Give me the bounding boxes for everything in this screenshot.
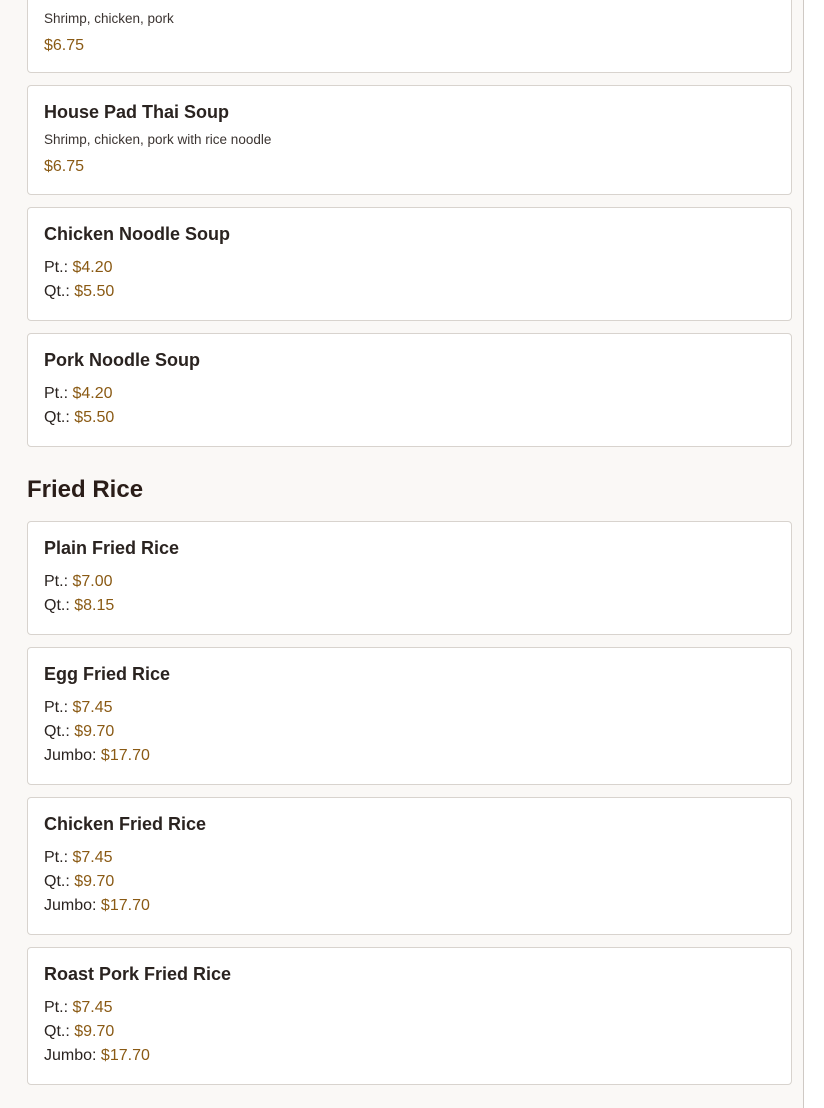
size-price-row xyxy=(44,996,775,1020)
size-price: $7.45 xyxy=(72,999,113,1016)
menu-item-card[interactable] xyxy=(27,207,792,321)
size-label: Pt.: xyxy=(44,573,69,590)
menu-item-card[interactable] xyxy=(27,947,792,1085)
size-price: $9.70 xyxy=(74,873,115,890)
menu-item-description: Shrimp, chicken, pork xyxy=(44,11,174,26)
size-price: $5.50 xyxy=(74,409,115,426)
size-price-row xyxy=(44,696,775,720)
size-price-list xyxy=(44,382,775,430)
size-price: $9.70 xyxy=(74,723,115,740)
size-price: $9.70 xyxy=(74,1023,115,1040)
menu-item-price: $6.75 xyxy=(44,37,85,54)
menu-item-card[interactable] xyxy=(27,85,792,195)
size-price: $7.45 xyxy=(72,699,113,716)
size-label: Pt.: xyxy=(44,699,69,716)
size-price-row xyxy=(44,570,775,594)
size-label: Jumbo: xyxy=(44,1047,97,1064)
size-price: $17.70 xyxy=(100,747,150,764)
size-price-row xyxy=(44,846,775,870)
size-label: Qt.: xyxy=(44,1023,70,1040)
size-price-row xyxy=(44,1044,775,1068)
menu-item-name: Egg Fried Rice xyxy=(44,664,171,684)
size-label: Qt.: xyxy=(44,597,70,614)
size-price-list xyxy=(44,846,775,918)
menu-item-card[interactable] xyxy=(27,521,792,635)
size-label: Pt.: xyxy=(44,849,69,866)
size-price-row xyxy=(44,1020,775,1044)
size-label: Qt.: xyxy=(44,409,70,426)
size-label: Pt.: xyxy=(44,385,69,402)
menu-item-name: Plain Fried Rice xyxy=(44,538,180,558)
size-price: $8.15 xyxy=(74,597,115,614)
size-label: Jumbo: xyxy=(44,747,97,764)
size-label: Jumbo: xyxy=(44,897,97,914)
size-price: $4.20 xyxy=(72,385,113,402)
size-price: $5.50 xyxy=(74,283,115,300)
menu-item-name: Roast Pork Fried Rice xyxy=(44,964,232,984)
size-price-row xyxy=(44,744,775,768)
size-label: Qt.: xyxy=(44,283,70,300)
menu-item-name: Pork Noodle Soup xyxy=(44,350,201,370)
menu-item-description: Shrimp, chicken, pork with rice noodle xyxy=(44,132,272,147)
size-label: Pt.: xyxy=(44,999,69,1016)
size-price-row xyxy=(44,870,775,894)
menu-item-name: House Pad Thai Soup xyxy=(44,102,230,122)
size-price-row xyxy=(44,280,775,304)
size-price-list xyxy=(44,570,775,618)
size-price-row xyxy=(44,594,775,618)
size-price-row xyxy=(44,894,775,918)
menu-item-name: Chicken Fried Rice xyxy=(44,814,207,834)
size-label: Qt.: xyxy=(44,873,70,890)
menu-item-name: Chicken Noodle Soup xyxy=(44,224,231,244)
menu-item-price: $6.75 xyxy=(44,158,85,175)
size-price: $17.70 xyxy=(100,897,150,914)
size-price-row xyxy=(44,256,775,280)
size-label: Qt.: xyxy=(44,723,70,740)
section-title-fried-rice: Fried Rice xyxy=(27,476,144,503)
size-price: $4.20 xyxy=(72,259,113,276)
menu-item-card[interactable] xyxy=(27,797,792,935)
size-label: Pt.: xyxy=(44,259,69,276)
size-price: $17.70 xyxy=(100,1047,150,1064)
size-price-row xyxy=(44,720,775,744)
size-price-list xyxy=(44,996,775,1068)
menu-content xyxy=(27,0,792,1097)
size-price-row xyxy=(44,406,775,430)
size-price: $7.45 xyxy=(72,849,113,866)
size-price-list xyxy=(44,696,775,768)
size-price-row xyxy=(44,382,775,406)
size-price: $7.00 xyxy=(72,573,113,590)
menu-item-card[interactable] xyxy=(27,0,792,73)
size-price-list xyxy=(44,256,775,304)
menu-item-card[interactable] xyxy=(27,333,792,447)
menu-item-card[interactable] xyxy=(27,647,792,785)
